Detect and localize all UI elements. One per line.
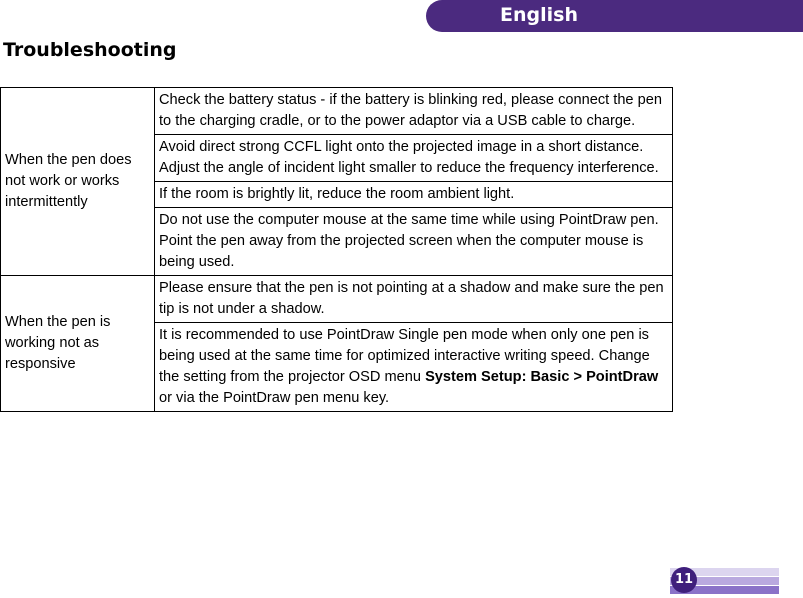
solution-cell: Avoid direct strong CCFL light onto the projected image in a short distance. Adjust the angle of incident light smaller to reduce the frequency interference. <box>155 135 673 182</box>
problem-cell: When the pen is working not as responsive <box>1 276 155 412</box>
solution-cell: If the room is brightly lit, reduce the room ambient light. <box>155 182 673 208</box>
solution-cell <box>155 323 673 412</box>
problem-cell: When the pen does not work or works intermittently <box>1 88 155 276</box>
troubleshooting-table <box>0 87 673 412</box>
page-footer <box>670 566 780 596</box>
language-label: English <box>500 4 578 26</box>
page-title: Troubleshooting <box>3 39 177 61</box>
solution-cell: Please ensure that the pen is not pointing at a shadow and make sure the pen tip is not under a shadow. <box>155 276 673 323</box>
menu-path: System Setup: Basic > PointDraw <box>425 369 659 385</box>
table-row <box>1 88 673 135</box>
language-tab <box>426 0 803 32</box>
solution-text: It is recommended to use PointDraw Single pen mode when only one pen is being used at the same time for optimized interactive writing speed. Change the setting from the projector OSD menu <box>159 327 650 385</box>
table-row <box>1 276 673 323</box>
solution-cell: Do not use the computer mouse at the same time while using PointDraw pen. Point the pen away from the projected screen when the computer mouse is being used. <box>155 208 673 276</box>
solution-cell: Check the battery status - if the battery is blinking red, please connect the pen to the charging cradle, or to the power adaptor via a USB cable to charge. <box>155 88 673 135</box>
page-number: 11 <box>671 567 697 593</box>
solution-text: or via the PointDraw pen menu key. <box>159 390 390 406</box>
